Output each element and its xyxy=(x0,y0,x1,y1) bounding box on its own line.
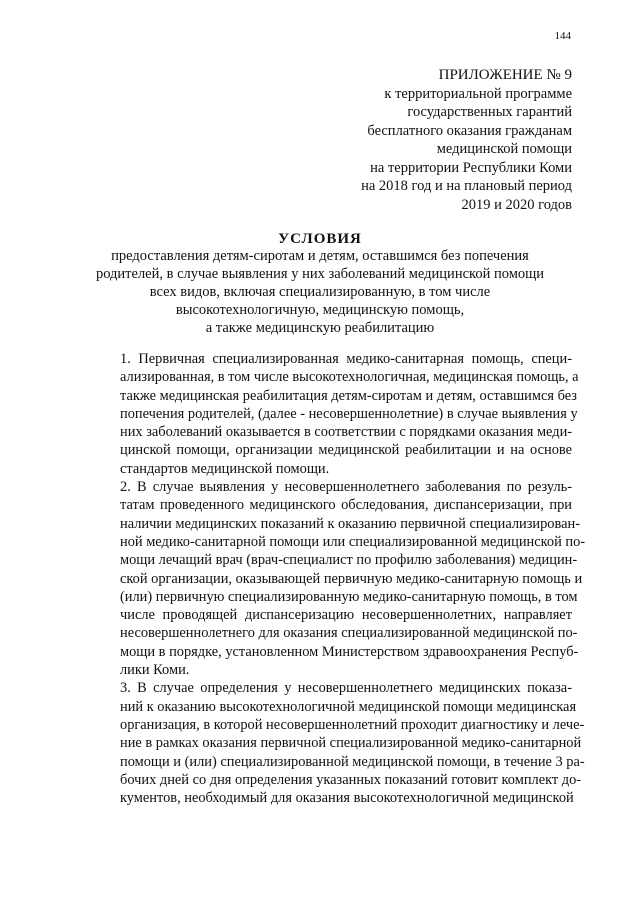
paragraph-line: несовершеннолетнего для оказания специализированной медицинской по- xyxy=(120,625,578,642)
annex-line: к территориальной программе xyxy=(384,85,572,102)
paragraph-line: наличии медицинских показаний к оказанию первичной специализирован- xyxy=(120,515,580,532)
annex-line: бесплатного оказания гражданам xyxy=(367,122,572,139)
paragraph-line: попечения родителей, (далее - несовершеннолетние) в случае выявления у xyxy=(120,405,578,422)
paragraph-line: татам проведенного медицинского обследования, диспансеризации, при xyxy=(120,497,572,514)
paragraph-line: ние в рамках оказания первичной специализированной медико-санитарной xyxy=(120,735,582,752)
paragraph-line: (или) первичную специализированную медико-санитарную помощь, в том xyxy=(120,588,578,605)
annex-line: 2019 и 2020 годов xyxy=(461,196,572,213)
annex-line: на территории Республики Коми xyxy=(370,159,572,176)
paragraph-line: помощи и (или) специализированной медицинской помощи, в течение 3 ра- xyxy=(120,753,585,770)
paragraph-line: цинской помощи, организации медицинской реабилитации и на основе xyxy=(120,442,572,459)
paragraph-line: организация, в которой несовершеннолетний проходит диагностику и лече- xyxy=(120,716,585,733)
subtitle-line: предоставления детям-сиротам и детям, оставшимся без попечения xyxy=(111,248,529,264)
subtitle-line: а также медицинскую реабилитацию xyxy=(205,320,435,336)
paragraph-line: стандартов медицинской помощи. xyxy=(120,460,330,477)
paragraph-line: них заболеваний оказывается в соответствии с порядками оказания меди- xyxy=(120,424,573,441)
paragraph-line: 2. В случае выявления у несовершеннолетнего заболевания по резуль- xyxy=(120,479,572,496)
document-subtitle xyxy=(70,247,570,337)
paragraph-line: числе проводящей диспансеризацию несовершеннолетних, направляет xyxy=(120,607,572,624)
paragraph-1 xyxy=(84,350,579,478)
annex-line: медицинской помощи xyxy=(436,141,572,157)
paragraph-line: кументов, необходимый для оказания высокотехнологичной медицинской xyxy=(120,790,574,807)
annex-block xyxy=(252,66,572,214)
paragraph-line: 3. В случае определения у несовершеннолетнего медицинских показа- xyxy=(120,680,572,697)
document-heading: УСЛОВИЯ xyxy=(278,231,362,247)
subtitle-line: родителей, в случае выявления у них заболеваний медицинской помощи xyxy=(95,266,545,282)
annex-line: на 2018 год и на плановый период xyxy=(361,178,572,194)
paragraph-line: ной медико-санитарной помощи или специализированной медицинской по- xyxy=(120,533,586,550)
paragraph-line: лики Коми. xyxy=(120,662,190,679)
paragraph-3 xyxy=(84,679,585,807)
page-number: 144 xyxy=(554,30,571,42)
paragraph-line: мощи лечащий врач (врач-специалист по профилю заболевания) медицин- xyxy=(120,552,578,569)
subtitle-line: всех видов, включая специализированную, в том числе xyxy=(149,284,491,300)
paragraph-line: ализированная, в том числе высокотехнологичная, медицинская помощь, а xyxy=(120,369,579,386)
paragraph-line: мощи в порядке, установленном Министерством здравоохранения Респуб- xyxy=(120,643,579,660)
paragraph-line: бочих дней со дня определения указанных показаний готовит комплект до- xyxy=(120,771,582,788)
annex-line: государственных гарантий xyxy=(407,104,572,120)
subtitle-line: высокотехнологичную, медицинскую помощь, xyxy=(175,302,465,318)
paragraph-line: 1. Первичная специализированная медико-санитарная помощь, специ- xyxy=(120,351,572,367)
paragraph-2 xyxy=(84,478,586,679)
paragraph-line: ской организации, оказывающей первичную медико-санитарную помощь и xyxy=(120,570,583,587)
paragraph-line: также медицинская реабилитация детям-сиротам и детям, оставшимся без xyxy=(120,387,577,404)
annex-title: ПРИЛОЖЕНИЕ № 9 xyxy=(438,67,572,83)
paragraph-line: ний к оказанию высокотехнологичной медицинской помощи медицинская xyxy=(120,698,577,715)
document-body xyxy=(84,350,586,807)
